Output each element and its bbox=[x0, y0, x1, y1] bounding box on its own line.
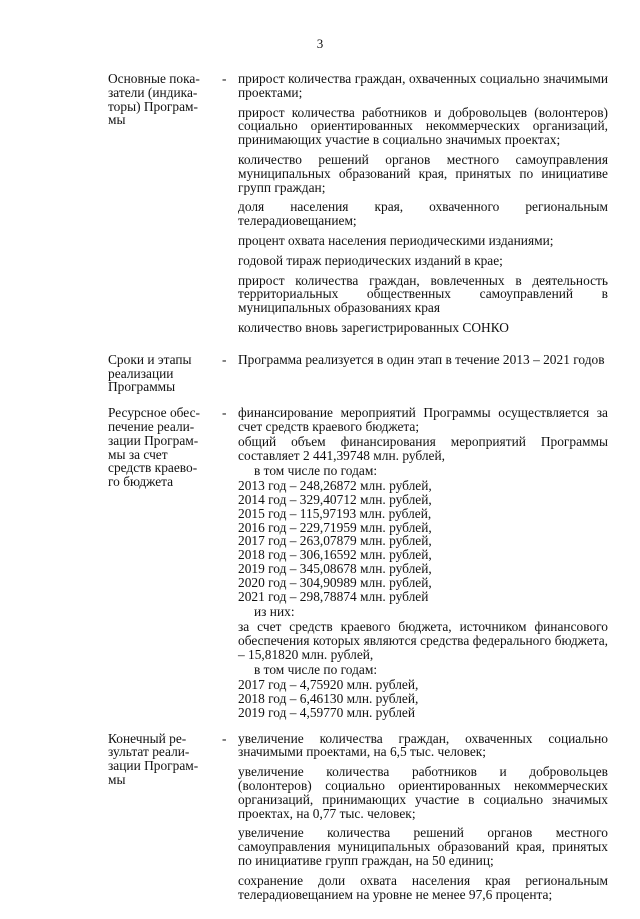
paragraph: за счет средств краевого бюджета, источником финансового обеспечения которых являются средства федерального бюджета, – 15,81820 млн. рублей, bbox=[238, 619, 608, 662]
label-line: мы bbox=[108, 772, 126, 788]
paragraph: прирост количества граждан, вовлеченных в деятельность территориальных общественных самоуправлений в муниципальных образованиях края bbox=[238, 272, 608, 316]
paragraph: сохранение доли охвата населения края региональным телерадиовещанием на уровне не менее 97,6 процента; bbox=[238, 872, 608, 902]
row-final-result bbox=[108, 732, 608, 908]
row-label bbox=[108, 732, 220, 908]
row-content bbox=[238, 353, 608, 394]
label-line: зации Програм- bbox=[108, 432, 199, 448]
years-list bbox=[238, 479, 608, 603]
paragraph: увеличение количества граждан, охваченных социально значимыми проектами, на 6,5 тыс. человек; bbox=[238, 730, 608, 760]
year-line: 2019 год – 345,08678 млн. рублей, bbox=[238, 560, 432, 576]
label-line: зультат реали- bbox=[108, 744, 190, 760]
row-label bbox=[108, 353, 220, 394]
year-line: 2017 год – 263,07879 млн. рублей, bbox=[238, 533, 432, 549]
paragraph: количество решений органов местного самоуправления муниципальных образований края, принятых по инициативе групп граждан; bbox=[238, 151, 608, 195]
label-line: Ресурсное обес- bbox=[108, 405, 200, 421]
paragraph: годовой тираж периодических изданий в крае; bbox=[238, 252, 503, 268]
year-line: 2019 год – 4,59770 млн. рублей bbox=[238, 704, 415, 720]
paragraph: Программа реализуется в один этап в течение 2013 – 2021 годов bbox=[238, 351, 605, 367]
label-line: печение реали- bbox=[108, 418, 195, 434]
label-line: торы) Програм- bbox=[108, 98, 198, 114]
row-terms bbox=[108, 353, 608, 394]
of-them: из них: bbox=[254, 604, 295, 620]
paragraph: прирост количества граждан, охваченных социально значимыми проектами; bbox=[238, 71, 608, 100]
year-line: 2020 год – 304,90989 млн. рублей, bbox=[238, 574, 432, 590]
row-funding bbox=[108, 406, 608, 720]
program-passport-table bbox=[108, 72, 608, 919]
label-line: зации Програм- bbox=[108, 758, 199, 774]
row-indicators bbox=[108, 72, 608, 341]
years-intro: в том числе по годам: bbox=[254, 662, 378, 678]
paragraph: увеличение количества работников и добровольцев (волонтеров) социально ориентированных некоммерческих организаций, принимающих участие в социально значимых проектах, на 0,77 тыс. человек; bbox=[238, 764, 608, 821]
label-line: Программы bbox=[108, 379, 176, 395]
paragraph: количество вновь зарегистрированных СОНКО bbox=[238, 319, 509, 335]
year-line: 2016 год – 229,71959 млн. рублей, bbox=[238, 519, 432, 535]
years-list-federal bbox=[238, 678, 608, 719]
label-line: затели (индика- bbox=[108, 84, 198, 100]
row-dash: - bbox=[222, 730, 227, 746]
paragraph: процент охвата населения периодическими изданиями; bbox=[238, 232, 554, 248]
paragraph: прирост количества работников и добровольцев (волонтеров) социально ориентированных некоммерческих организаций, принимающих участие в социально значимых проектах; bbox=[238, 104, 608, 148]
row-content bbox=[238, 406, 608, 720]
label-line: Сроки и этапы bbox=[108, 351, 192, 367]
year-line: 2015 год – 115,97193 млн. рублей, bbox=[238, 505, 432, 521]
year-line: 2017 год – 4,75920 млн. рублей, bbox=[238, 677, 419, 693]
row-dash: - bbox=[222, 405, 227, 421]
label-line: реализации bbox=[108, 365, 174, 381]
row-dash: - bbox=[222, 351, 227, 367]
label-line: мы за счет bbox=[108, 446, 168, 462]
row-label bbox=[108, 406, 220, 720]
row-dash: - bbox=[222, 71, 227, 86]
year-line: 2014 год – 329,40712 млн. рублей, bbox=[238, 491, 432, 507]
page-number: 3 bbox=[316, 36, 324, 51]
label-line: Основные пока- bbox=[108, 71, 200, 86]
row-label bbox=[108, 72, 220, 341]
label-line: средств краево- bbox=[108, 460, 198, 476]
year-line: 2018 год – 6,46130 млн. рублей, bbox=[238, 691, 419, 707]
label-line: го бюджета bbox=[108, 474, 174, 490]
paragraph: доля населения края, охваченного региональным телерадиовещанием; bbox=[238, 199, 608, 229]
row-content bbox=[238, 72, 608, 341]
year-line: 2018 год – 306,16592 млн. рублей, bbox=[238, 547, 432, 563]
paragraph: увеличение количества решений органов местного самоуправления муниципальных образований края, принятых по инициативе групп граждан, на 50 единиц; bbox=[238, 825, 608, 869]
paragraph: финансирование мероприятий Программы осуществляется за счет средств краевого бюджета; bbox=[238, 405, 608, 434]
label-line: Конечный ре- bbox=[108, 730, 187, 746]
year-line: 2013 год – 248,26872 млн. рублей, bbox=[238, 478, 432, 494]
row-content bbox=[238, 732, 608, 908]
label-line: мы bbox=[108, 112, 126, 128]
year-line: 2021 год – 298,78874 млн. рублей bbox=[238, 588, 429, 604]
years-intro: в том числе по годам: bbox=[254, 463, 378, 479]
paragraph: общий объем финансирования мероприятий Программы составляет 2 441,39748 млн. рублей, bbox=[238, 433, 608, 463]
